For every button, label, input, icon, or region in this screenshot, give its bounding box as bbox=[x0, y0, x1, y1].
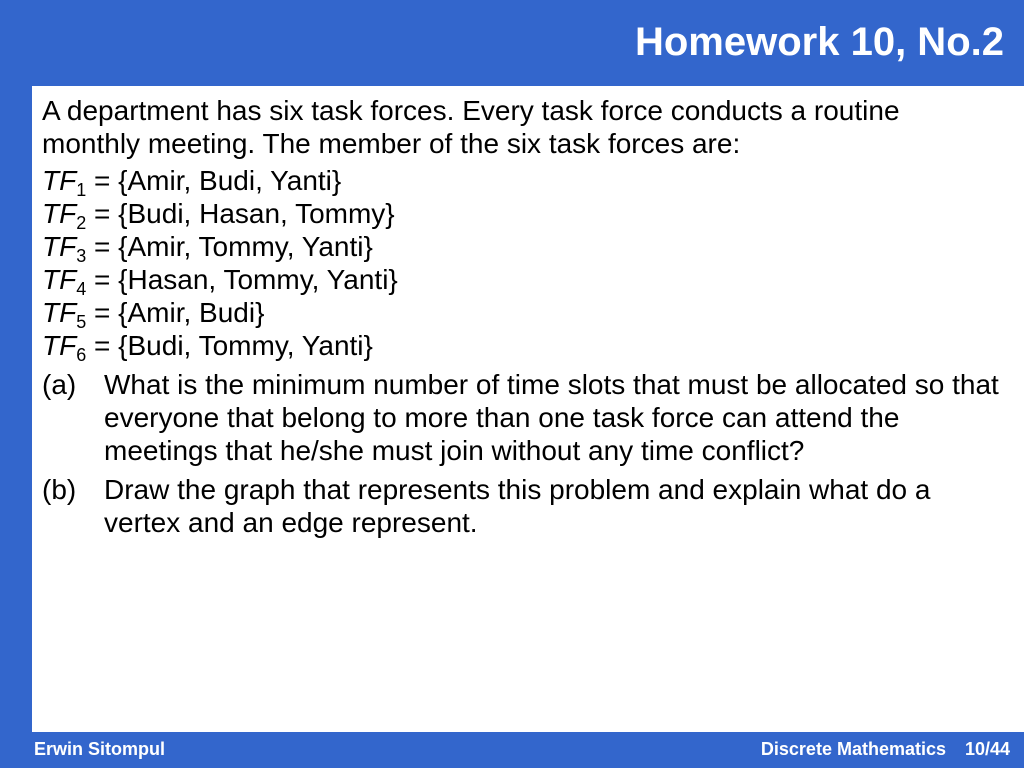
task-force-index: 1 bbox=[76, 180, 87, 200]
task-force-line bbox=[42, 263, 1002, 299]
task-force-label: TF bbox=[42, 231, 77, 262]
question-label: (a) bbox=[42, 369, 77, 400]
task-force-members: = {Amir, Budi, Yanti} bbox=[94, 165, 342, 196]
task-force-label: TF bbox=[42, 198, 77, 229]
question-a bbox=[42, 368, 1002, 467]
footer-author: Erwin Sitompul bbox=[34, 739, 166, 759]
task-force-list bbox=[42, 164, 1002, 365]
task-force-label: TF bbox=[42, 264, 77, 295]
task-force-members: = {Amir, Tommy, Yanti} bbox=[94, 231, 373, 262]
task-force-index: 4 bbox=[76, 279, 87, 299]
question-text: Draw the graph that represents this problem and explain what do a vertex and an edge represent. bbox=[104, 474, 931, 538]
task-force-members: = {Hasan, Tommy, Yanti} bbox=[94, 264, 398, 295]
question-b bbox=[42, 473, 1002, 539]
footer-course: Discrete Mathematics bbox=[760, 739, 946, 759]
footer-page-number: 10/44 bbox=[964, 739, 1010, 759]
task-force-index: 2 bbox=[76, 213, 87, 233]
task-force-label: TF bbox=[42, 297, 77, 328]
task-force-line bbox=[42, 230, 1002, 266]
task-force-line bbox=[42, 164, 1002, 200]
task-force-members: = {Amir, Budi} bbox=[94, 297, 265, 328]
question-label: (b) bbox=[42, 474, 77, 505]
intro-paragraph: A department has six task forces. Every task force conducts a routine monthly meeting. The member of the six task forces are: bbox=[42, 95, 900, 159]
task-force-members: = {Budi, Hasan, Tommy} bbox=[94, 198, 395, 229]
task-force-members: = {Budi, Tommy, Yanti} bbox=[94, 330, 373, 361]
task-force-index: 5 bbox=[76, 312, 87, 332]
content-area bbox=[32, 86, 1024, 732]
task-force-label: TF bbox=[42, 330, 77, 361]
body-text bbox=[42, 94, 1002, 545]
task-force-line bbox=[42, 197, 1002, 233]
question-text: What is the minimum number of time slots that must be allocated so that everyone that belong to more than one task force can attend the meetings that he/she must join without any time conflict? bbox=[104, 369, 999, 466]
task-force-line bbox=[42, 329, 1002, 365]
task-force-line bbox=[42, 296, 1002, 332]
task-force-index: 3 bbox=[76, 246, 87, 266]
slide-title: Homework 10, No.2 bbox=[634, 20, 1004, 64]
task-force-index: 6 bbox=[76, 345, 87, 365]
task-force-label: TF bbox=[42, 165, 77, 196]
